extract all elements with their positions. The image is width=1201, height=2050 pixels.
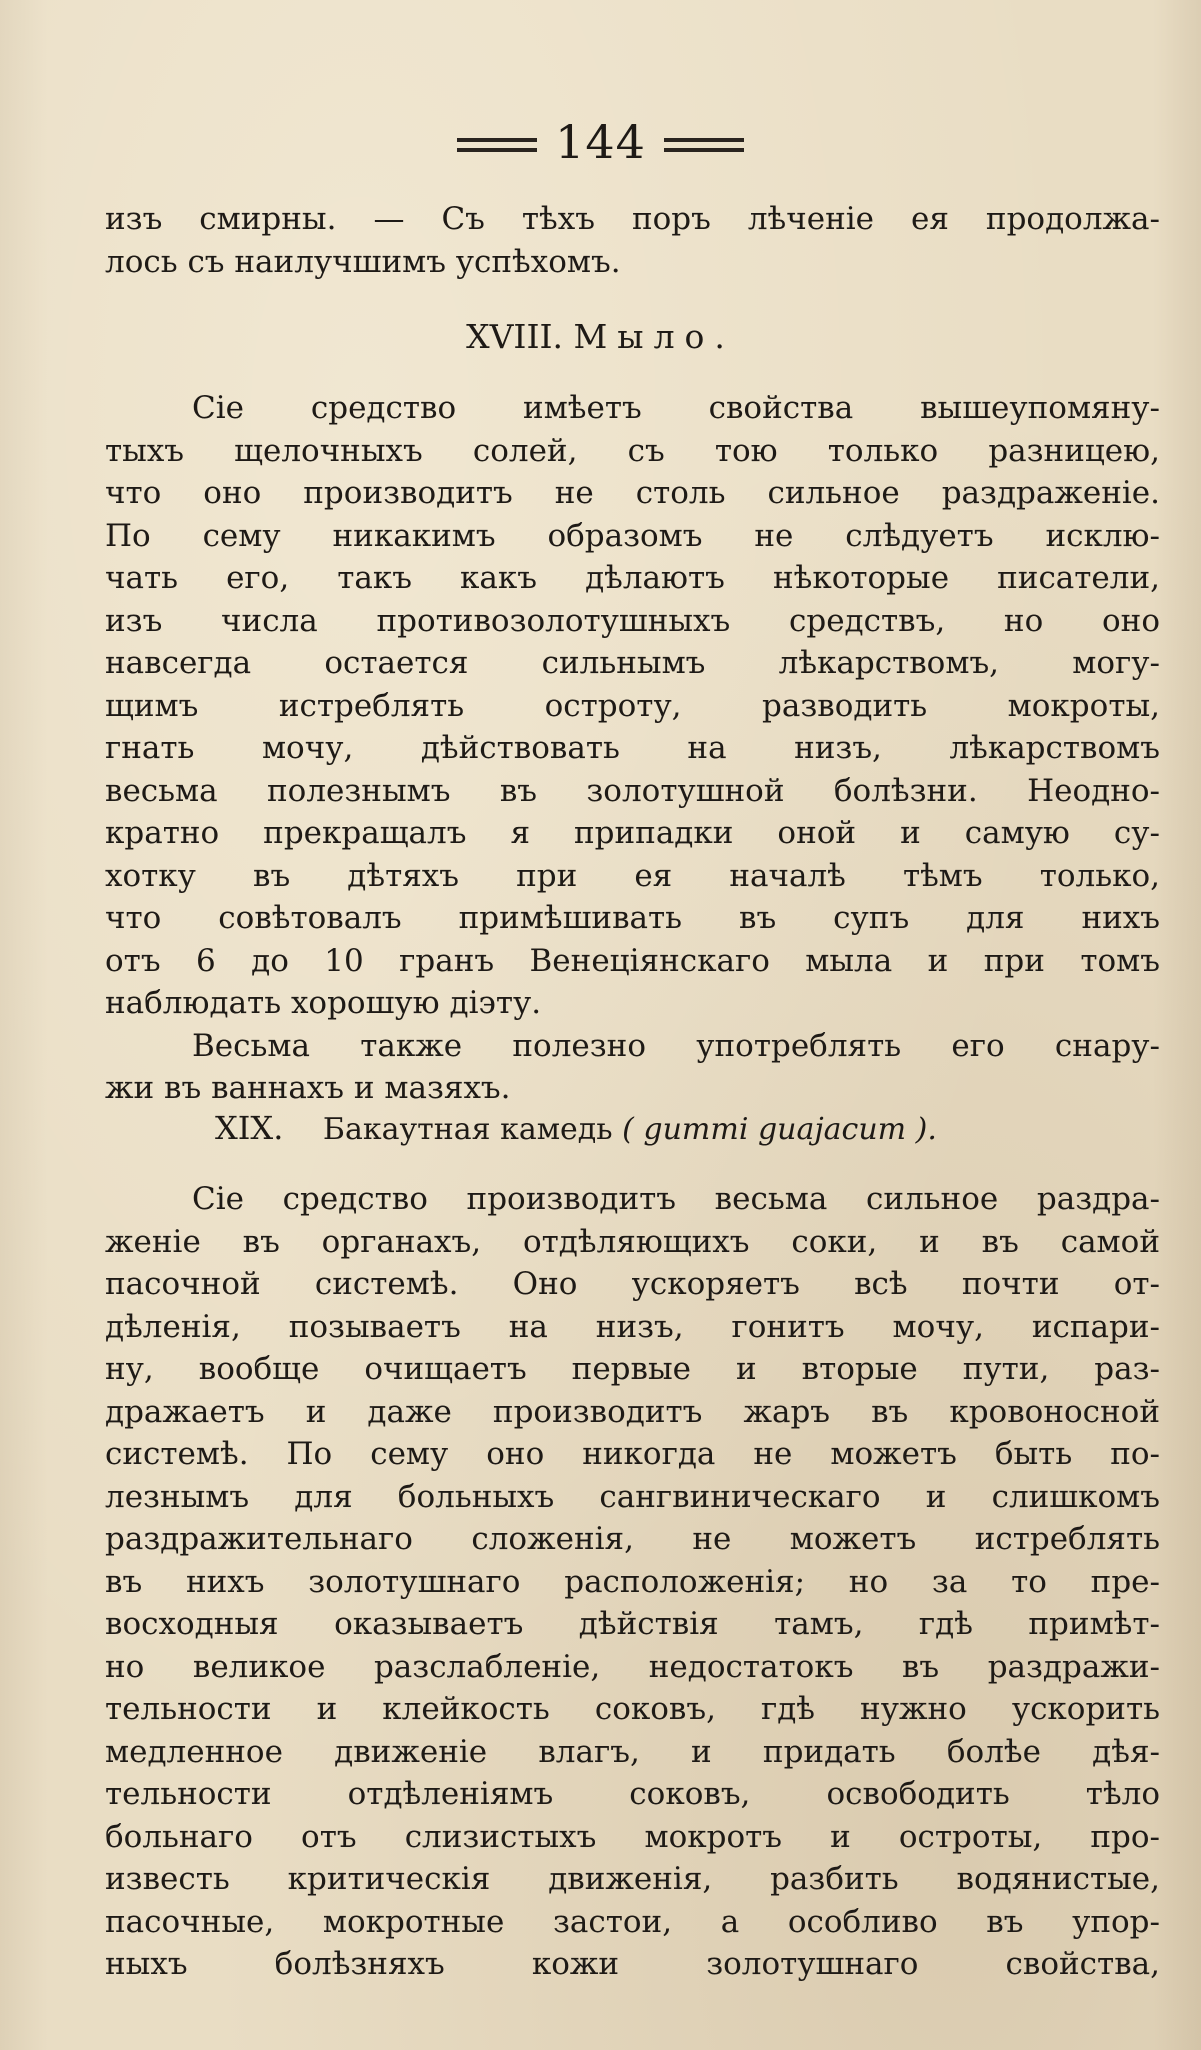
text-line: дражаетъ и даже производитъ жаръ въ кровоносной xyxy=(105,1393,1160,1430)
text-line: гнать мочу, дѣйствовать на низъ, лѣкарствомъ xyxy=(105,730,1160,766)
text-line: тыхъ щелочныхъ солей, съ тою только разницею, xyxy=(105,432,1160,469)
text-line: раздражительнаго сложенія, не можетъ истреблять xyxy=(105,1521,1160,1557)
text-line: тельности отдѣленіямъ соковъ, освободить тѣло xyxy=(105,1776,1160,1812)
section-title: Бакаутная камедь xyxy=(322,1112,613,1147)
section-18-paragraph-1 xyxy=(105,387,1160,1110)
text-line: больнаго отъ слизистыхъ мокротъ и остроты, про- xyxy=(105,1818,1160,1855)
section-number: XIX. xyxy=(215,1109,284,1147)
text-line: пасочной системѣ. Оно ускоряетъ всѣ почти от- xyxy=(105,1266,1160,1302)
text-line: восходныя оказываетъ дѣйствія тамъ, гдѣ примѣт- xyxy=(105,1606,1160,1642)
text-line: женіе въ органахъ, отдѣляющихъ соки, и въ самой xyxy=(105,1223,1160,1260)
text-line: системѣ. По сему оно никогда не можетъ быть по- xyxy=(105,1436,1160,1472)
text-line: медленное движеніе влагъ, и придать болѣе дѣя- xyxy=(105,1733,1160,1770)
section-title: Мыло. xyxy=(573,317,735,356)
page-header xyxy=(0,112,1201,172)
text-line: щимъ истреблять остроту, разводить мокроты, xyxy=(105,687,1160,724)
text-line: ныхъ болѣзняхъ кожи золотушнаго свойства, xyxy=(105,1946,1160,1982)
section-19-paragraph xyxy=(105,1178,1160,1986)
text-line: дѣленія, позываетъ на низъ, гонитъ мочу, испари- xyxy=(105,1308,1160,1345)
text-line: жи въ ваннахъ и мазяхъ. xyxy=(105,1070,511,1106)
text-line: наблюдать хорошую діэту. xyxy=(105,985,542,1021)
text-line: въ нихъ золотушнаго расположенія; но за то пре- xyxy=(105,1563,1160,1600)
text-line: изъ смирны. — Съ тѣхъ поръ лѣченіе ея продолжа- xyxy=(105,201,1160,237)
text-line: изъ числа противозолотушныхъ средствъ, но оно xyxy=(105,602,1160,639)
text-line: известь критическія движенія, разбить водянистые, xyxy=(105,1861,1160,1897)
text-line: ну, вообще очищаетъ первые и вторые пути, раз- xyxy=(105,1351,1160,1387)
section-latin-name: ( gummi guajacum ). xyxy=(622,1112,937,1147)
section-heading-18 xyxy=(0,317,1201,356)
header-rule-left xyxy=(457,138,537,152)
text-line: весьма полезнымъ въ золотушной болѣзни. Неодно- xyxy=(105,772,1160,809)
text-line: что совѣтовалъ примѣшивать въ супъ для нихъ xyxy=(105,900,1160,936)
text-line: но великое разслабленіе, недостатокъ въ раздражи- xyxy=(105,1648,1160,1685)
text-line: лось съ наилучшимъ успѣхомъ. xyxy=(105,243,621,280)
text-line: отъ 6 до 10 гранъ Венеціянскаго мыла и при томъ xyxy=(105,942,1160,979)
text-line: кратно прекращалъ я припадки оной и самую су- xyxy=(105,815,1160,851)
text-line: что оно производитъ не столь сильное раздраженіе. xyxy=(105,475,1160,511)
text-line: навсегда остается сильнымъ лѣкарствомъ, могу- xyxy=(105,645,1160,681)
text-line: чать его, такъ какъ дѣлаютъ нѣкоторые писатели, xyxy=(105,560,1160,596)
text-line: тельности и клейкость соковъ, гдѣ нужно ускорить xyxy=(105,1691,1160,1727)
section-heading-19 xyxy=(215,1109,937,1147)
text-line: Сіе средство производитъ весьма сильное раздра- xyxy=(192,1181,1160,1217)
intro-text xyxy=(105,198,1160,283)
text-line: По сему никакимъ образомъ не слѣдуетъ исклю- xyxy=(105,517,1160,554)
text-line: лезнымъ для больныхъ сангвиническаго и слишкомъ xyxy=(105,1478,1160,1515)
text-line: пасочные, мокротные застои, а особливо въ упор- xyxy=(105,1903,1160,1940)
text-line: хотку въ дѣтяхъ при ея началѣ тѣмъ только, xyxy=(105,857,1160,894)
page-number: 144 xyxy=(555,115,646,169)
section-number: XVIII. xyxy=(466,317,564,356)
header-rule-right xyxy=(664,138,744,152)
text-line: Сіе средство имѣетъ свойства вышеупомяну- xyxy=(192,390,1160,426)
text-line: Весьма также полезно употреблять его снару- xyxy=(192,1027,1160,1064)
